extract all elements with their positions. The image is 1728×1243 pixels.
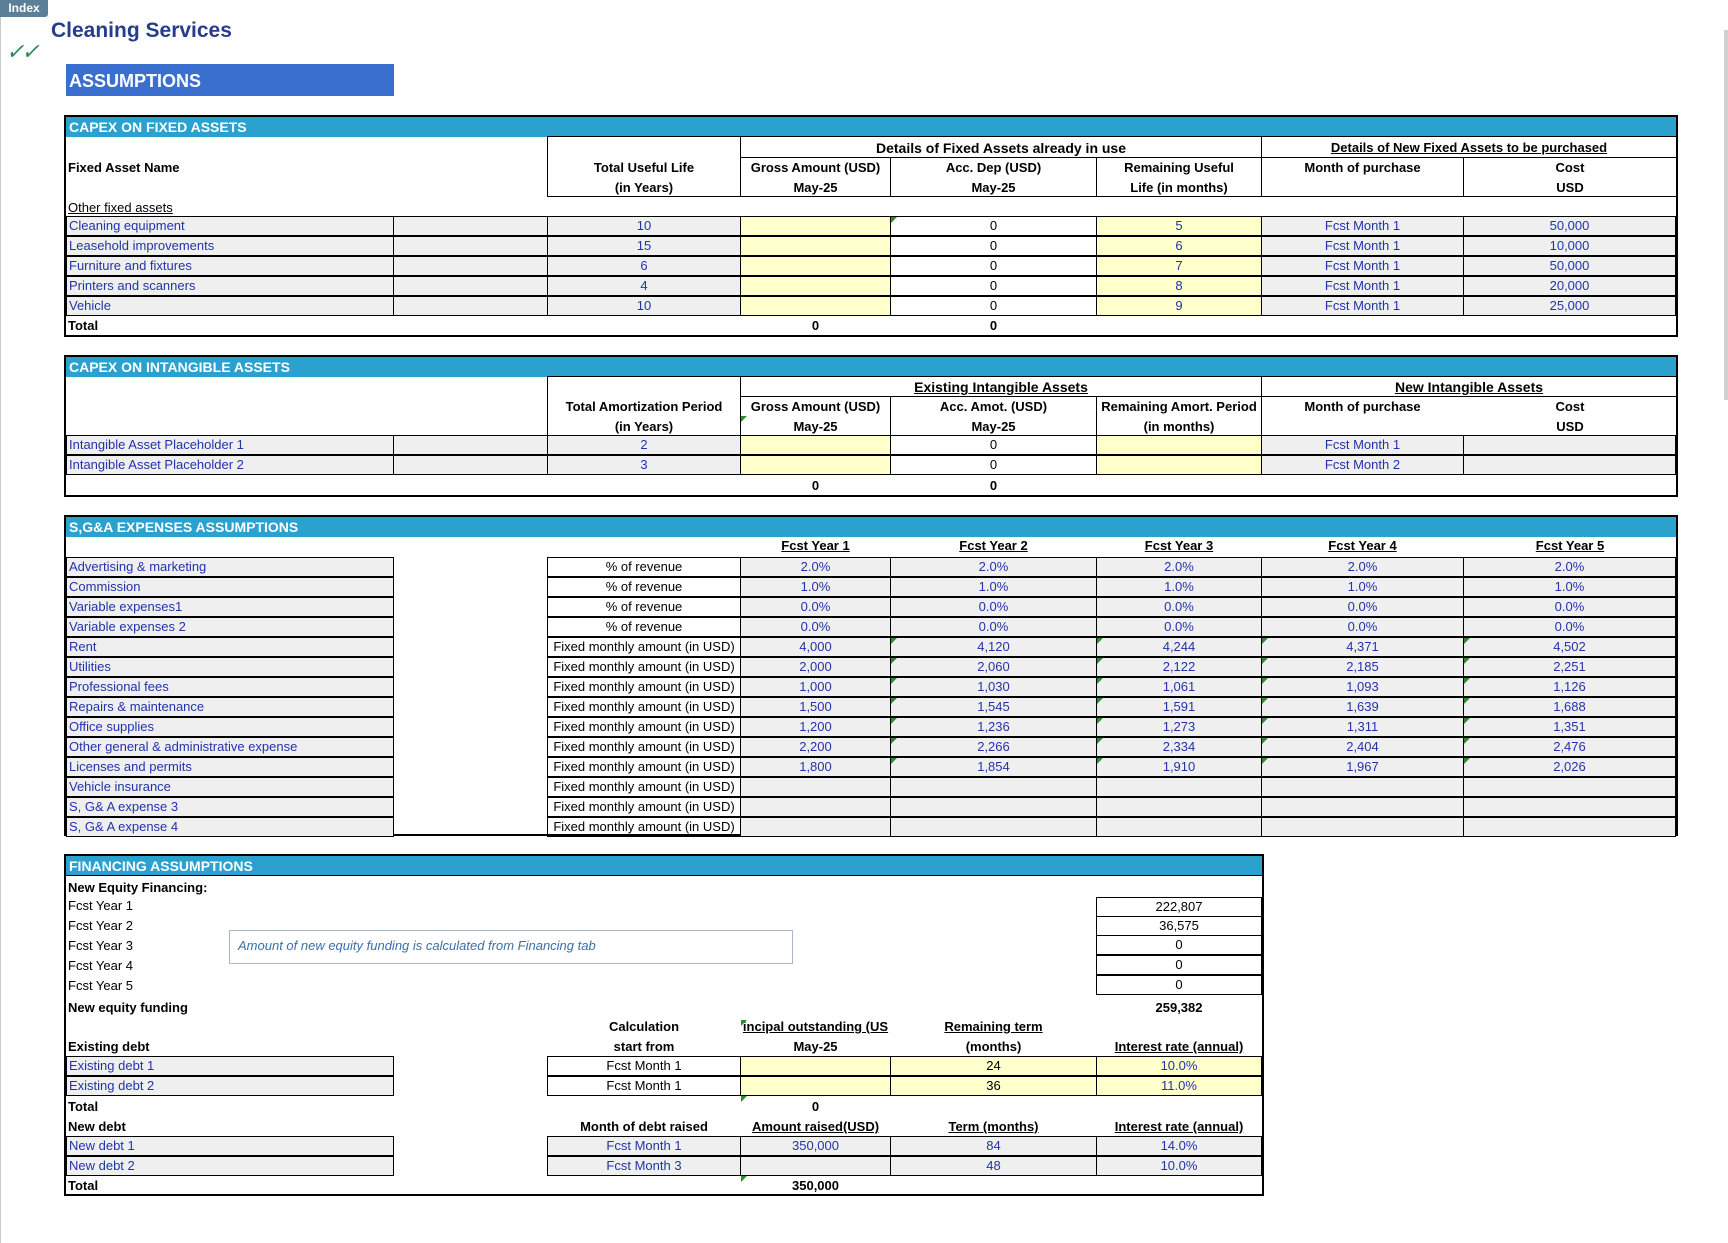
fixed-remaining-life[interactable]: 8 — [1096, 276, 1262, 296]
sga-expense-name[interactable]: Other general & administrative expense — [66, 737, 394, 757]
fixed-cost[interactable]: 10,000 — [1463, 236, 1676, 256]
comment-marker — [891, 758, 897, 764]
index-tab[interactable]: Index — [0, 0, 48, 17]
intangible-total-amort: 0 — [989, 478, 998, 493]
sga-value[interactable]: 1,236 — [890, 717, 1097, 737]
sga-value[interactable]: 1,030 — [890, 677, 1097, 697]
intangible-gross-input[interactable] — [740, 435, 891, 455]
fixed-asset-name[interactable]: Cleaning equipment — [66, 216, 394, 236]
comment-marker — [891, 678, 897, 684]
sga-value[interactable]: 0.0% — [1261, 617, 1464, 637]
fixed-month-header: Month of purchase — [1304, 160, 1421, 175]
new-debt-amount[interactable] — [740, 1156, 891, 1176]
sga-value[interactable] — [740, 817, 891, 837]
sga-value[interactable]: 2.0% — [890, 557, 1097, 577]
intangible-title: CAPEX ON INTANGIBLE ASSETS — [66, 357, 1676, 377]
comment-marker — [1097, 718, 1103, 724]
new-debt-month[interactable]: Fcst Month 3 — [547, 1156, 741, 1176]
sga-value[interactable]: 2,185 — [1261, 657, 1464, 677]
fixed-new-header: Details of New Fixed Assets to be purchased — [1330, 140, 1608, 155]
new-debt-row — [66, 1156, 1262, 1176]
fixed-total-gross: 0 — [811, 318, 820, 333]
sga-value[interactable]: 1,273 — [1096, 717, 1262, 737]
calc-start-header-2: start from — [613, 1039, 675, 1054]
sga-year-header: Fcst Year 5 — [1535, 538, 1605, 553]
existing-debt-name[interactable]: Existing debt 2 — [66, 1076, 394, 1096]
sga-value[interactable]: 2,200 — [740, 737, 891, 757]
intangible-cost-input[interactable] — [1463, 455, 1676, 475]
sga-value[interactable] — [1096, 797, 1262, 817]
sga-value[interactable]: 1,967 — [1261, 757, 1464, 777]
sga-value[interactable]: 1,311 — [1261, 717, 1464, 737]
intangible-name[interactable]: Intangible Asset Placeholder 2 — [66, 455, 394, 475]
equity-year-label: Fcst Year 2 — [68, 918, 134, 933]
sga-value[interactable]: 1,639 — [1261, 697, 1464, 717]
equity-year-value: 36,575 — [1096, 916, 1262, 936]
term-header: Term (months) — [948, 1119, 1039, 1134]
fixed-dep-date: May-25 — [971, 180, 1016, 195]
sga-value[interactable] — [740, 777, 891, 797]
intangible-acc-amort: 0 — [890, 435, 1097, 455]
month-raised-header: Month of debt raised — [580, 1119, 708, 1134]
comment-marker — [1097, 698, 1103, 704]
intangible-total-gross: 0 — [811, 478, 820, 493]
sga-value[interactable]: 1,126 — [1463, 677, 1676, 697]
fixed-gross-header: Gross Amount (USD) — [750, 160, 881, 175]
new-debt-rate[interactable]: 14.0% — [1096, 1136, 1262, 1156]
comment-marker — [1464, 758, 1470, 764]
sga-year-header: Fcst Year 2 — [959, 538, 1028, 553]
sga-row — [66, 597, 1676, 617]
sga-value[interactable] — [1096, 817, 1262, 837]
equity-total-label: New equity funding — [68, 1000, 188, 1015]
interest-rate-header: Interest rate (annual) — [1114, 1039, 1244, 1054]
sga-expense-name[interactable]: Licenses and permits — [66, 757, 394, 777]
comment-marker — [1262, 738, 1268, 744]
equity-note: Amount of new equity funding is calculated from Financing tab — [229, 930, 793, 964]
sga-value[interactable]: 1.0% — [890, 577, 1097, 597]
sga-row — [66, 797, 1676, 817]
sga-row — [66, 717, 1676, 737]
remaining-term-unit: (months) — [965, 1039, 1022, 1054]
sga-value[interactable]: 2,026 — [1463, 757, 1676, 777]
comment-marker — [1097, 738, 1103, 744]
intangible-period[interactable]: 2 — [547, 435, 741, 455]
sga-basis: Fixed monthly amount (in USD) — [547, 677, 741, 697]
sga-title: S,G&A EXPENSES ASSUMPTIONS — [66, 517, 1676, 537]
comment-marker — [1097, 678, 1103, 684]
existing-debt-row — [66, 1056, 1262, 1076]
comment-marker — [1464, 718, 1470, 724]
sga-value[interactable]: 0.0% — [740, 597, 891, 617]
existing-debt-rate[interactable]: 10.0% — [1096, 1056, 1262, 1076]
comment-marker — [1464, 678, 1470, 684]
equity-label: New Equity Financing: — [68, 880, 208, 895]
existing-debt-start[interactable]: Fcst Month 1 — [547, 1056, 741, 1076]
sga-value[interactable]: 4,120 — [890, 637, 1097, 657]
comment-marker — [1262, 718, 1268, 724]
sga-value[interactable]: 2,404 — [1261, 737, 1464, 757]
intangible-rem-input[interactable] — [1096, 455, 1262, 475]
financing-title: FINANCING ASSUMPTIONS — [66, 856, 1262, 876]
intangible-month-header: Month of purchase — [1304, 399, 1421, 414]
intangible-gross-date: May-25 — [793, 419, 838, 434]
fixed-name-header: Fixed Asset Name — [68, 160, 180, 175]
sga-basis: % of revenue — [547, 617, 741, 637]
fixed-rem-header: Remaining Useful — [1124, 160, 1234, 175]
fixed-gross-input[interactable] — [740, 236, 891, 256]
sga-expense-name[interactable]: Commission — [66, 577, 394, 597]
fixed-remaining-life[interactable]: 7 — [1096, 256, 1262, 276]
new-debt-term[interactable]: 48 — [890, 1156, 1097, 1176]
remaining-term-header: Remaining term — [944, 1019, 1043, 1034]
fixed-gross-input[interactable] — [740, 276, 891, 296]
new-debt-term[interactable]: 84 — [890, 1136, 1097, 1156]
amount-raised-header: Amount raised(USD) — [751, 1119, 880, 1134]
sga-value[interactable]: 0.0% — [1463, 597, 1676, 617]
sga-expense-name[interactable]: S, G& A expense 4 — [66, 817, 394, 837]
sga-value[interactable] — [890, 817, 1097, 837]
fixed-purchase-month[interactable]: Fcst Month 1 — [1261, 216, 1464, 236]
equity-year-value: 222,807 — [1096, 897, 1262, 917]
sga-expense-name[interactable]: Vehicle insurance — [66, 777, 394, 797]
existing-total-label: Total — [68, 1099, 99, 1114]
fixed-useful-life[interactable]: 6 — [547, 256, 741, 276]
sga-year-header: Fcst Year 3 — [1144, 538, 1214, 553]
fixed-asset-name[interactable]: Printers and scanners — [66, 276, 394, 296]
sga-value[interactable]: 2,266 — [890, 737, 1097, 757]
existing-debt-rate[interactable]: 11.0% — [1096, 1076, 1262, 1096]
fixed-remaining-life[interactable]: 6 — [1096, 236, 1262, 256]
intangible-purchase-month[interactable]: Fcst Month 2 — [1261, 455, 1464, 475]
fixed-cost[interactable]: 25,000 — [1463, 296, 1676, 316]
sga-value[interactable] — [1261, 797, 1464, 817]
sga-expense-name[interactable]: Variable expenses 2 — [66, 617, 394, 637]
sga-value[interactable]: 0.0% — [1463, 617, 1676, 637]
intangible-rem-input[interactable] — [1096, 435, 1262, 455]
calc-start-header: Calculation — [608, 1019, 680, 1034]
fixed-cost[interactable]: 20,000 — [1463, 276, 1676, 296]
comment-marker — [1464, 638, 1470, 644]
fixed-purchase-month[interactable]: Fcst Month 1 — [1261, 296, 1464, 316]
intangible-period[interactable]: 3 — [547, 455, 741, 475]
fixed-cost-unit: USD — [1556, 180, 1584, 195]
sga-value[interactable] — [890, 777, 1097, 797]
intangible-rem-unit: (in months) — [1143, 419, 1215, 434]
comment-marker — [891, 638, 897, 644]
fixed-acc-dep: 0 — [890, 276, 1097, 296]
fixed-purchase-month[interactable]: Fcst Month 1 — [1261, 236, 1464, 256]
fixed-life-header-unit: (in Years) — [614, 180, 674, 195]
equity-year-value: 0 — [1096, 955, 1262, 975]
comment-marker — [1262, 658, 1268, 664]
equity-year-label: Fcst Year 3 — [68, 938, 134, 953]
comment-marker — [1262, 678, 1268, 684]
new-debt-row — [66, 1136, 1262, 1156]
sga-value[interactable]: 0.0% — [890, 617, 1097, 637]
sga-value[interactable]: 0.0% — [1096, 597, 1262, 617]
sga-basis: Fixed monthly amount (in USD) — [547, 717, 741, 737]
fixed-useful-life[interactable]: 4 — [547, 276, 741, 296]
new-debt-label: New debt — [68, 1119, 126, 1134]
sga-value[interactable]: 2.0% — [740, 557, 891, 577]
sga-value[interactable]: 2,122 — [1096, 657, 1262, 677]
fixed-existing-header: Details of Fixed Assets already in use — [875, 140, 1127, 156]
intangible-period-unit: (in Years) — [614, 419, 674, 434]
fixed-gross-input[interactable] — [740, 256, 891, 276]
sga-basis: Fixed monthly amount (in USD) — [547, 777, 741, 797]
fixed-group-label: Other fixed assets — [68, 200, 173, 215]
fixed-useful-life[interactable]: 10 — [547, 296, 741, 316]
sga-value[interactable]: 2,060 — [890, 657, 1097, 677]
comment-marker — [1097, 758, 1103, 764]
sga-expense-name[interactable]: Professional fees — [66, 677, 394, 697]
comment-marker — [1097, 638, 1103, 644]
sga-row — [66, 657, 1676, 677]
intangible-existing-header: Existing Intangible Assets — [914, 379, 1088, 395]
sga-basis: Fixed monthly amount (in USD) — [547, 637, 741, 657]
existing-debt-start[interactable]: Fcst Month 1 — [547, 1076, 741, 1096]
sga-value[interactable]: 4,000 — [740, 637, 891, 657]
new-rate-header: Interest rate (annual) — [1114, 1119, 1244, 1134]
fixed-row — [66, 296, 1676, 316]
intangible-gross-input[interactable] — [740, 455, 891, 475]
intangible-amort-date: May-25 — [971, 419, 1016, 434]
equity-year-value: 0 — [1096, 935, 1262, 955]
sga-row — [66, 817, 1676, 837]
sga-value[interactable] — [1463, 797, 1676, 817]
sga-year-header: Fcst Year 4 — [1328, 538, 1397, 553]
intangible-rem-header: Remaining Amort. Period — [1101, 399, 1257, 414]
intangible-amort-header: Acc. Amot. (USD) — [939, 399, 1048, 414]
sga-value[interactable]: 2,476 — [1463, 737, 1676, 757]
fixed-life-header: Total Useful Life — [593, 160, 695, 175]
fixed-purchase-month[interactable]: Fcst Month 1 — [1261, 256, 1464, 276]
existing-debt-row — [66, 1076, 1262, 1096]
comment-marker — [1464, 658, 1470, 664]
sga-basis: Fixed monthly amount (in USD) — [547, 797, 741, 817]
fixed-total-dep: 0 — [989, 318, 998, 333]
fixed-row — [66, 276, 1676, 296]
fixed-total-label: Total — [68, 318, 99, 333]
sga-value[interactable]: 2.0% — [1261, 557, 1464, 577]
sga-basis: Fixed monthly amount (in USD) — [547, 697, 741, 717]
comment-marker — [891, 698, 897, 704]
fixed-gross-input[interactable] — [740, 216, 891, 236]
fixed-gross-date: May-25 — [793, 180, 838, 195]
fixed-assets-title: CAPEX ON FIXED ASSETS — [66, 117, 1676, 137]
existing-debt-term[interactable]: 24 — [890, 1056, 1097, 1076]
sga-row — [66, 617, 1676, 637]
scrollbar[interactable] — [1724, 30, 1728, 400]
sga-value[interactable]: 4,371 — [1261, 637, 1464, 657]
fixed-asset-name[interactable]: Furniture and fixtures — [66, 256, 394, 276]
equity-year-label: Fcst Year 4 — [68, 958, 134, 973]
sga-value[interactable]: 4,244 — [1096, 637, 1262, 657]
sga-basis: % of revenue — [547, 557, 741, 577]
sga-value[interactable]: 1,545 — [890, 697, 1097, 717]
sga-expense-name[interactable]: Repairs & maintenance — [66, 697, 394, 717]
new-debt-month[interactable]: Fcst Month 1 — [547, 1136, 741, 1156]
checkmark-icon: ✓✓ — [6, 39, 37, 64]
fixed-gross-input[interactable] — [740, 296, 891, 316]
sga-value[interactable]: 0.0% — [740, 617, 891, 637]
existing-debt-principal[interactable] — [740, 1056, 891, 1076]
sga-value[interactable]: 2.0% — [1463, 557, 1676, 577]
sga-value[interactable]: 2.0% — [1096, 557, 1262, 577]
sga-value[interactable]: 1,061 — [1096, 677, 1262, 697]
sga-value[interactable]: 1,500 — [740, 697, 891, 717]
sga-value[interactable]: 0.0% — [1096, 617, 1262, 637]
fixed-purchase-month[interactable]: Fcst Month 1 — [1261, 276, 1464, 296]
sga-value[interactable] — [740, 797, 891, 817]
new-debt-amount[interactable]: 350,000 — [740, 1136, 891, 1156]
sga-row — [66, 697, 1676, 717]
sga-value[interactable] — [890, 797, 1097, 817]
comment-marker — [1464, 738, 1470, 744]
sga-value[interactable]: 2,000 — [740, 657, 891, 677]
new-debt-rate[interactable]: 10.0% — [1096, 1156, 1262, 1176]
assumptions-heading: ASSUMPTIONS — [66, 64, 394, 96]
sga-row — [66, 737, 1676, 757]
fixed-cost[interactable]: 50,000 — [1463, 216, 1676, 236]
fixed-acc-dep: 0 — [890, 236, 1097, 256]
fixed-asset-name[interactable]: Vehicle — [66, 296, 394, 316]
comment-marker — [1262, 758, 1268, 764]
sga-value[interactable]: 1,854 — [890, 757, 1097, 777]
intangible-gross-header: Gross Amount (USD) — [750, 399, 881, 414]
sga-value[interactable]: 1.0% — [740, 577, 891, 597]
fixed-useful-life[interactable]: 15 — [547, 236, 741, 256]
sga-value[interactable]: 1,910 — [1096, 757, 1262, 777]
existing-debt-principal[interactable] — [740, 1076, 891, 1096]
intangible-name[interactable]: Intangible Asset Placeholder 1 — [66, 435, 394, 455]
sga-value[interactable]: 1,200 — [740, 717, 891, 737]
sga-expense-name[interactable]: Variable expenses1 — [66, 597, 394, 617]
sga-value[interactable] — [1463, 777, 1676, 797]
fixed-acc-dep: 0 — [890, 256, 1097, 276]
sga-value[interactable]: 1,800 — [740, 757, 891, 777]
existing-debt-term[interactable]: 36 — [890, 1076, 1097, 1096]
sga-value[interactable]: 1,093 — [1261, 677, 1464, 697]
sga-year-header: Fcst Year 1 — [781, 538, 850, 553]
sga-value[interactable]: 1,591 — [1096, 697, 1262, 717]
fixed-cost-header: Cost — [1555, 160, 1585, 175]
sga-basis: % of revenue — [547, 577, 741, 597]
fixed-useful-life[interactable]: 10 — [547, 216, 741, 236]
company-title: Cleaning Services — [51, 19, 232, 42]
sga-value[interactable]: 0.0% — [890, 597, 1097, 617]
sga-row — [66, 757, 1676, 777]
sga-row — [66, 677, 1676, 697]
fixed-remaining-life[interactable]: 9 — [1096, 296, 1262, 316]
equity-year-label: Fcst Year 5 — [68, 978, 134, 993]
new-debt-name[interactable]: New debt 1 — [66, 1136, 394, 1156]
intangible-row — [66, 435, 1676, 455]
intangible-cost-input[interactable] — [1463, 435, 1676, 455]
comment-marker — [891, 738, 897, 744]
existing-debt-label: Existing debt — [68, 1039, 150, 1054]
sga-row — [66, 777, 1676, 797]
sga-basis: % of revenue — [547, 597, 741, 617]
sga-value[interactable]: 1.0% — [1096, 577, 1262, 597]
intangible-acc-amort: 0 — [890, 455, 1097, 475]
sga-value[interactable] — [1463, 817, 1676, 837]
sga-value[interactable]: 1,351 — [1463, 717, 1676, 737]
left-border — [0, 17, 1, 1243]
sga-expense-name[interactable]: Advertising & marketing — [66, 557, 394, 577]
sga-row — [66, 637, 1676, 657]
intangible-row — [66, 455, 1676, 475]
equity-year-value: 0 — [1096, 975, 1262, 995]
principal-header: incipal outstanding (US — [742, 1019, 889, 1034]
fixed-asset-name[interactable]: Leasehold improvements — [66, 236, 394, 256]
fixed-row — [66, 216, 1676, 236]
sga-value[interactable]: 1.0% — [1463, 577, 1676, 597]
existing-debt-name[interactable]: Existing debt 1 — [66, 1056, 394, 1076]
sga-value[interactable]: 1,000 — [740, 677, 891, 697]
fixed-cost[interactable]: 50,000 — [1463, 256, 1676, 276]
new-debt-name[interactable]: New debt 2 — [66, 1156, 394, 1176]
new-total-label: Total — [68, 1178, 99, 1193]
comment-marker — [1097, 658, 1103, 664]
comment-marker — [1262, 638, 1268, 644]
sga-basis: Fixed monthly amount (in USD) — [547, 657, 741, 677]
sga-value[interactable] — [1261, 817, 1464, 837]
sga-expense-name[interactable]: S, G& A expense 3 — [66, 797, 394, 817]
new-total-value: 350,000 — [792, 1178, 839, 1193]
equity-year-label: Fcst Year 1 — [68, 898, 134, 913]
sga-expense-name[interactable]: Office supplies — [66, 717, 394, 737]
sga-row — [66, 577, 1676, 597]
intangible-new-header: New Intangible Assets — [1394, 379, 1544, 395]
fixed-row — [66, 236, 1676, 256]
comment-marker — [1464, 698, 1470, 704]
sga-expense-name[interactable]: Utilities — [66, 657, 394, 677]
comment-marker — [891, 718, 897, 724]
fixed-acc-dep: 0 — [890, 296, 1097, 316]
sga-value[interactable]: 4,502 — [1463, 637, 1676, 657]
sga-value[interactable]: 1,688 — [1463, 697, 1676, 717]
sga-value[interactable] — [1261, 777, 1464, 797]
fixed-rem-unit: Life (in months) — [1130, 180, 1228, 195]
sga-value[interactable]: 0.0% — [1261, 597, 1464, 617]
sga-value[interactable]: 2,251 — [1463, 657, 1676, 677]
sga-basis: Fixed monthly amount (in USD) — [547, 757, 741, 777]
intangible-cost-header: Cost — [1555, 399, 1585, 414]
sga-value[interactable] — [1096, 777, 1262, 797]
sga-row — [66, 557, 1676, 577]
comment-marker — [1262, 698, 1268, 704]
sga-value[interactable]: 2,334 — [1096, 737, 1262, 757]
sga-basis: Fixed monthly amount (in USD) — [547, 737, 741, 757]
sga-basis: Fixed monthly amount (in USD) — [547, 817, 741, 837]
sga-expense-name[interactable]: Rent — [66, 637, 394, 657]
equity-total-value: 259,382 — [1155, 1000, 1203, 1015]
existing-total-value: 0 — [811, 1099, 820, 1114]
sga-value[interactable]: 1.0% — [1261, 577, 1464, 597]
intangible-purchase-month[interactable]: Fcst Month 1 — [1261, 435, 1464, 455]
intangible-cost-unit: USD — [1556, 419, 1584, 434]
principal-date: May-25 — [793, 1039, 838, 1054]
intangible-period-header: Total Amortization Period — [565, 399, 723, 414]
fixed-row — [66, 256, 1676, 276]
fixed-acc-dep: 0 — [890, 216, 1097, 236]
fixed-dep-header: Acc. Dep (USD) — [945, 160, 1042, 175]
fixed-remaining-life[interactable]: 5 — [1096, 216, 1262, 236]
comment-marker — [891, 658, 897, 664]
